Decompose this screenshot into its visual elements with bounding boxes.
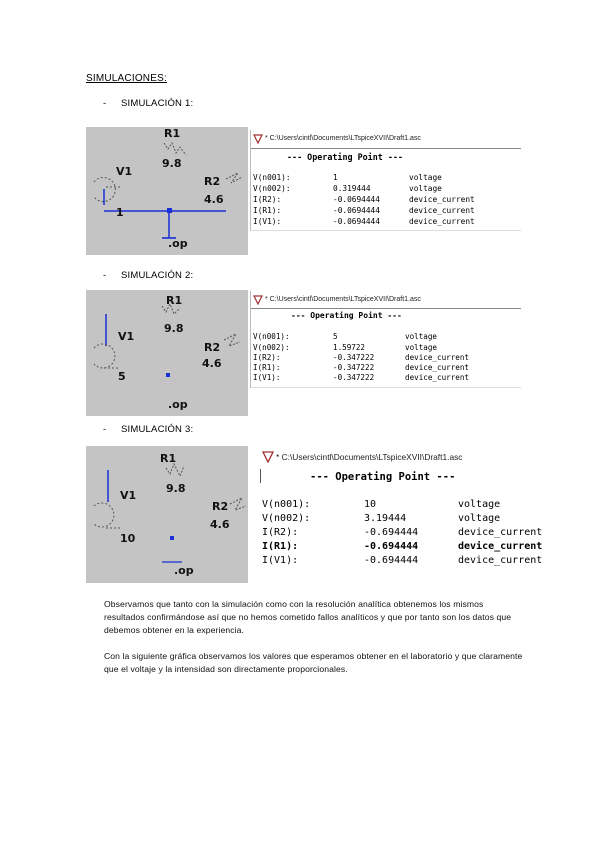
simulation-1-label-text: SIMULACIÓN 1:: [121, 98, 194, 109]
node-value: -0.694444: [364, 541, 419, 552]
node-name: I(R2):: [253, 353, 281, 362]
node-unit: voltage: [458, 499, 501, 510]
section-heading: SIMULACIONES:: [86, 73, 167, 84]
node-unit: device_current: [405, 353, 470, 362]
result-row: [262, 499, 558, 512]
result-row: [262, 555, 558, 568]
schematic-1: [86, 127, 248, 255]
v1-label: V1: [116, 165, 133, 178]
r2-label: R2: [212, 500, 229, 513]
node-value: 1: [333, 173, 338, 182]
node-unit: device_current: [409, 217, 475, 226]
panel-title: --- Operating Point ---: [287, 152, 403, 162]
node-value: -0.0694444: [333, 217, 380, 226]
r1-value: 9.8: [166, 482, 186, 495]
result-row: [262, 541, 558, 554]
r1-label: R1: [164, 127, 181, 140]
node-unit: device_current: [458, 555, 543, 566]
result-row: [253, 217, 513, 227]
simulation-2-label: - SIMULACIÓN 2:: [103, 270, 194, 281]
r1-resistor-icon: [164, 143, 186, 155]
node-value: -0.694444: [364, 527, 419, 538]
node-unit: device_current: [458, 527, 543, 538]
r2-value: 4.6: [210, 518, 230, 531]
r2-resistor-icon: [230, 498, 246, 510]
node-unit: voltage: [458, 513, 501, 524]
node-unit: voltage: [405, 332, 438, 341]
node-name: I(R1):: [262, 541, 299, 552]
r1-label: R1: [166, 294, 183, 307]
r1-value: 9.8: [164, 322, 184, 335]
node-unit: voltage: [405, 343, 438, 352]
node-name: V(n001):: [262, 499, 311, 510]
paragraph-graph: Con la siguiente gráfica observamos los valores que esperamos obtener en el laboratorio y que claramente que el voltaje y la intensidad son directamente proporcionales.: [104, 651, 523, 674]
v1-label: V1: [120, 489, 137, 502]
ltspice-icon: [253, 134, 263, 144]
v1-value: 5: [118, 370, 126, 383]
file-path: * C:\Users\cintl\Documents\LTspiceXVII\Draft1.asc: [265, 296, 421, 303]
node-name: I(R2):: [253, 195, 282, 204]
panel-title: --- Operating Point ---: [310, 471, 456, 483]
result-row: [253, 206, 513, 216]
result-row: [253, 363, 513, 373]
op-directive: .op: [174, 564, 194, 577]
schematic-3: [86, 446, 248, 583]
operating-point-panel-1: [250, 130, 521, 231]
result-row: [253, 332, 513, 342]
node-value: 5: [333, 332, 338, 341]
v1-source-icon: [94, 344, 118, 368]
paragraph-observation: Observamos que tanto con la simulación como con la resolución analítica obtenemos los mismos resultados confirmándose así que no hemos cometido fallos analíticos y que por tanto son los datos que debemos obtener en la experiencia.: [104, 599, 512, 635]
r1-label: R1: [160, 452, 177, 465]
simulation-2-label-text: SIMULACIÓN 2:: [121, 270, 194, 281]
result-row: [253, 173, 513, 183]
node-value: -0.347222: [333, 363, 375, 372]
op-directive: .op: [168, 237, 188, 250]
r2-resistor-icon: [226, 173, 242, 183]
node-value: -0.694444: [364, 555, 419, 566]
simulation-3-label: - SIMULACIÓN 3:: [103, 424, 194, 435]
node-unit: device_current: [405, 373, 470, 382]
node-unit: voltage: [409, 173, 442, 182]
node-unit: device_current: [409, 206, 475, 215]
node-name: I(V1):: [262, 555, 299, 566]
node-value: -0.0694444: [333, 206, 380, 215]
node-name: V(n001):: [253, 332, 290, 341]
node-name: I(V1):: [253, 373, 281, 382]
ltspice-icon: [253, 295, 263, 305]
r2-label: R2: [204, 341, 221, 354]
node-value: -0.347222: [333, 373, 375, 382]
schematic-2-drawing: [86, 290, 248, 416]
v1-value: 1: [116, 206, 124, 219]
panel-title: --- Operating Point ---: [291, 311, 402, 320]
node-name: I(R2):: [262, 527, 299, 538]
schematic-3-drawing: [86, 446, 248, 583]
r2-label: R2: [204, 175, 221, 188]
v1-source-icon: [94, 503, 122, 528]
node-name: V(n002):: [253, 343, 290, 352]
operating-point-panel-2: [250, 291, 521, 388]
schematic-1-drawing: [86, 127, 248, 255]
node-name: I(R1):: [253, 206, 282, 215]
node-value: -0.347222: [333, 353, 375, 362]
node-unit: device_current: [409, 195, 475, 204]
node-unit: device_current: [405, 363, 470, 372]
r2-value: 4.6: [202, 357, 222, 370]
schematic-2: [86, 290, 248, 416]
node-value: 1.59722: [333, 343, 366, 352]
node-value: 3.19444: [364, 513, 407, 524]
node-value: 10: [364, 499, 377, 510]
node-name: I(V1):: [253, 217, 282, 226]
r2-resistor-icon: [224, 334, 240, 346]
v1-value: 10: [120, 532, 136, 545]
op-directive: .op: [168, 398, 188, 411]
node-name: V(n002):: [262, 513, 311, 524]
file-path: * C:\Users\cintl\Documents\LTspiceXVII\Draft1.asc: [276, 452, 463, 462]
result-row: [253, 343, 513, 353]
v1-source-icon: [94, 178, 122, 202]
simulation-1-label: - SIMULACIÓN 1:: [103, 98, 194, 109]
node-unit: device_current: [458, 541, 543, 552]
result-row: [262, 513, 558, 526]
node-value: 0.319444: [333, 184, 371, 193]
result-row: [253, 184, 513, 194]
result-row: [262, 527, 558, 540]
v1-label: V1: [118, 330, 135, 343]
result-row: [253, 195, 513, 205]
node-dot: [170, 536, 174, 540]
ltspice-icon: [262, 451, 274, 463]
node-value: -0.0694444: [333, 195, 380, 204]
node-name: V(n002):: [253, 184, 291, 193]
r1-resistor-icon: [166, 464, 184, 476]
operating-point-panel-3: [260, 447, 560, 572]
result-row: [253, 373, 513, 383]
r1-value: 9.8: [162, 157, 182, 170]
node-unit: voltage: [409, 184, 442, 193]
file-path: * C:\Users\cintl\Documents\LTspiceXVII\Draft1.asc: [265, 135, 421, 142]
node-name: V(n001):: [253, 173, 291, 182]
result-row: [253, 353, 513, 363]
simulation-3-label-text: SIMULACIÓN 3:: [121, 424, 194, 435]
node-name: I(R1):: [253, 363, 281, 372]
node-dot: [166, 373, 170, 377]
r2-value: 4.6: [204, 193, 224, 206]
